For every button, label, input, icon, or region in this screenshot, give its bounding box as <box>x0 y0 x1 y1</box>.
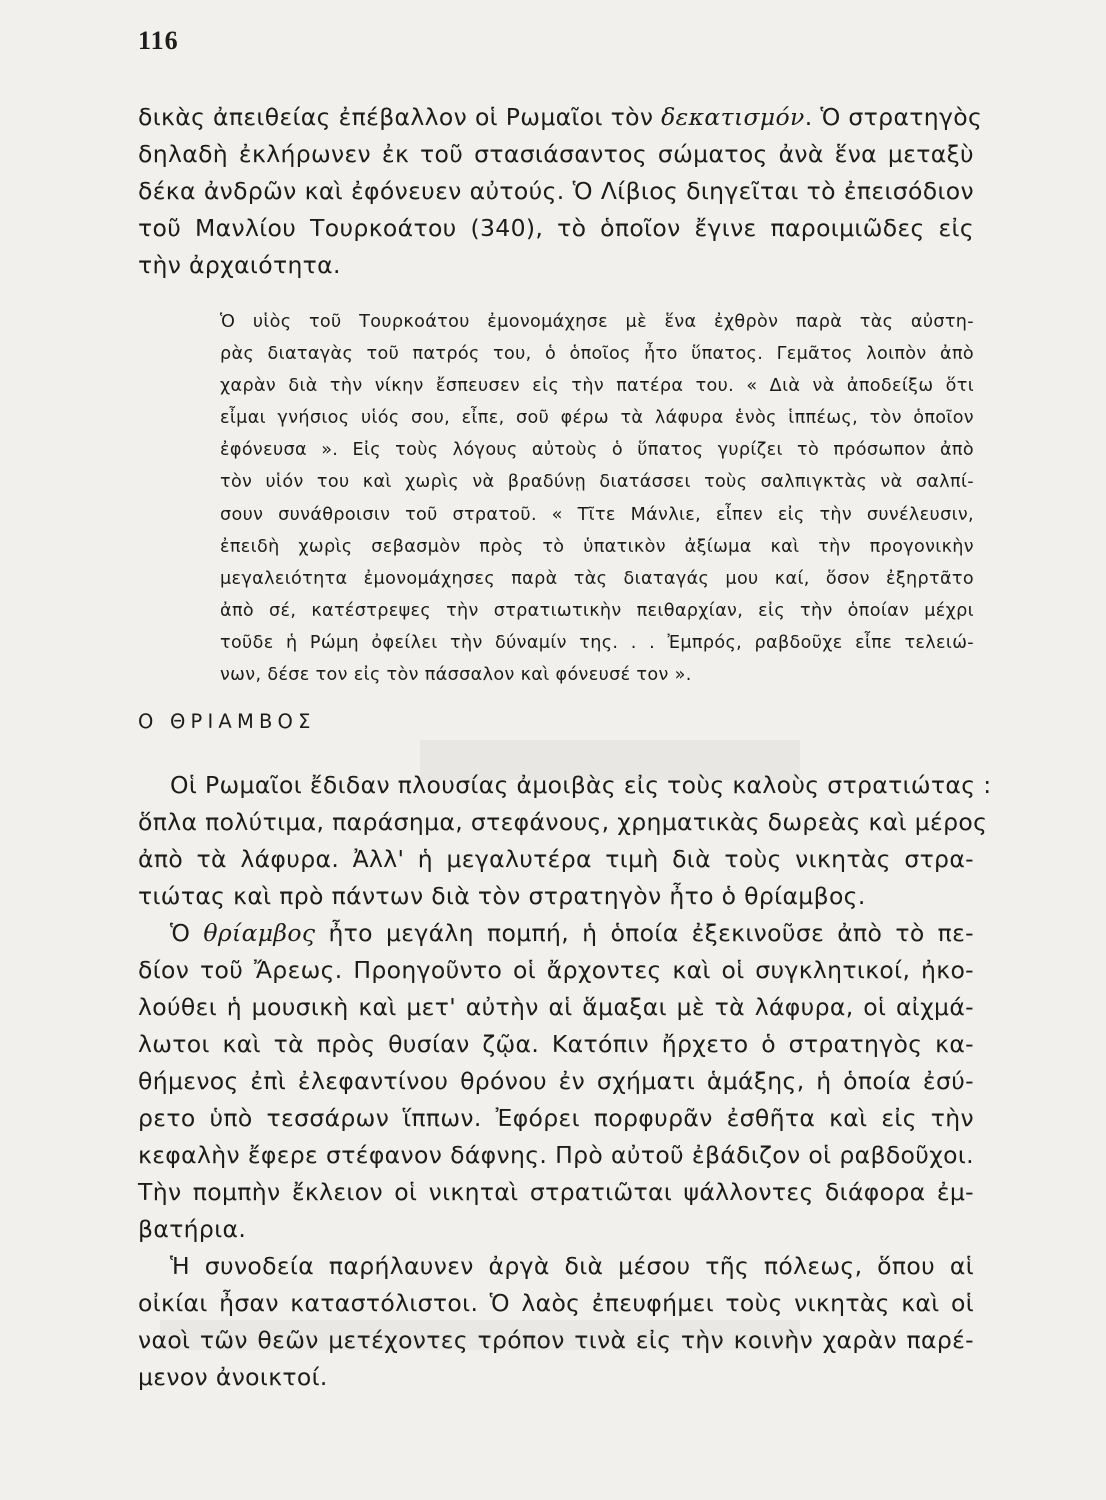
text-line: τιώτας καὶ πρὸ πάντων διὰ τὸν στρατηγὸν ἦτο ὁ θρίαμβος. <box>138 882 866 910</box>
text-line: ἀπὸ τὰ λάφυρα. Ἀλλ' ἡ μεγαλυτέρα τιμὴ διὰ τοὺς νικητὰς στρα- <box>138 845 974 873</box>
block-quote <box>220 306 974 691</box>
quote-line: τὸν υἱόν του καὶ χωρὶς νὰ βραδύνῃ διατάσσει τοὺς σαλπιγκτὰς νὰ σαλπί- <box>220 472 974 493</box>
quote-line: ρὰς διαταγὰς τοῦ πατρός του, ὁ ὁποῖος ἦτο ὕπατος. Γεμᾶτος λοιπὸν ἀπὸ <box>220 344 974 365</box>
text-line: ὅπλα πολύτιμα, παράσημα, στεφάνους, χρηματικὰς δωρεὰς καὶ μέρος <box>138 808 988 836</box>
text-line: βατήρια. <box>138 1215 247 1243</box>
page-number: 116 <box>138 26 179 55</box>
quote-line: ἐφόνευσα ». Εἰς τοὺς λόγους αὐτοὺς ὁ ὕπατος γυρίζει τὸ πρόσωπον ἀπὸ <box>220 440 974 461</box>
text-line: μενον ἀνοικτοί. <box>138 1363 328 1391</box>
text-line: Οἱ Ρωμαῖοι ἔδιδαν πλουσίας ἀμοιβὰς εἰς τοὺς καλοὺς στρατιώτας : <box>170 771 992 799</box>
text-line: οἰκίαι ἦσαν καταστόλιστοι. Ὁ λαὸς ἐπευφήμει τοὺς νικητὰς καὶ οἱ <box>138 1289 974 1317</box>
text-line: θήμενος ἐπὶ ἐλεφαντίνου θρόνου ἐν σχήματι ἁμάξης, ἡ ὁποία ἐσύ- <box>138 1067 974 1095</box>
section-heading: Ο ΘΡΙΑΜΒΟΣ <box>138 710 316 733</box>
quote-line: εἶμαι γνήσιος υἱός σου, εἶπε, σοῦ φέρω τὰ λάφυρα ἑνὸς ἱππέως, τὸν ὁποῖον <box>220 408 974 429</box>
text-line: λωτοι καὶ τὰ πρὸς θυσίαν ζῷα. Κατόπιν ἤρχετο ὁ στρατηγὸς κα- <box>138 1030 974 1058</box>
intro-paragraph <box>138 99 983 284</box>
quote-line: τοῦδε ἡ Ρώμη ὀφείλει τὴν δύναμίν της. . . Ἐμπρός, ραβδοῦχε εἶπε τελειώ- <box>220 632 974 653</box>
quote-line: ἐπειδὴ χωρὶς σεβασμὸν πρὸς τὸ ὑπατικὸν ἀξίωμα καὶ τὴν προγονικὴν <box>220 536 974 557</box>
quote-line: ἀπὸ σέ, κατέστρεψες τὴν στρατιωτικὴν πειθαρχίαν, εἰς τὴν ὁποίαν μέχρι <box>220 600 974 621</box>
text-line: δηλαδὴ ἐκλήρωνεν ἐκ τοῦ στασιάσαντος σώματος ἀνὰ ἕνα μεταξὺ <box>138 140 974 168</box>
quote-line: μεγαλειότητα ἐμονομάχησες παρὰ τὰς διαταγάς μου καί, ὅσον ἐξηρτᾶτο <box>220 568 974 589</box>
text-line: τὴν ἀρχαιότητα. <box>138 251 341 279</box>
text-line: δίον τοῦ Ἄρεως. Προηγοῦντο οἱ ἄρχοντες καὶ οἱ συγκλητικοί, ἠκο- <box>138 956 974 984</box>
quote-line: νων, δέσε τον εἰς τὸν πάσσαλον καὶ φόνευσέ τον ». <box>220 665 692 686</box>
text-line: δικὰς ἀπειθείας ἐπέβαλλον οἱ Ρωμαῖοι τὸν δεκατισμόν. Ὁ στρατηγὸς <box>138 103 983 131</box>
quote-line: χαρὰν διὰ τὴν νίκην ἔσπευσεν εἰς τὴν πατέρα του. « Διὰ νὰ ἀποδείξω ὅτι <box>220 376 974 397</box>
text-line: κεφαλὴν ἔφερε στέφανον δάφνης. Πρὸ αὐτοῦ ἐβάδιζον οἱ ραβδοῦχοι. <box>138 1141 974 1169</box>
triumph-section-body <box>138 767 992 1396</box>
text-line: Τὴν πομπὴν ἔκλειον οἱ νικηταὶ στρατιῶται ψάλλοντες διάφορα ἐμ- <box>138 1178 974 1206</box>
text-line: ναοὶ τῶν θεῶν μετέχοντες τρόπον τινὰ εἰς τὴν κοινὴν χαρὰν παρέ- <box>138 1326 974 1354</box>
quote-line: Ὁ υἱὸς τοῦ Τουρκοάτου ἐμονομάχησε μὲ ἕνα ἐχθρὸν παρὰ τὰς αὐστη- <box>220 312 974 332</box>
text-line: δέκα ἀνδρῶν καὶ ἐφόνευεν αὐτούς. Ὁ Λίβιος διηγεῖται τὸ ἐπεισόδιον <box>138 177 974 205</box>
text-line: ρετο ὑπὸ τεσσάρων ἵππων. Ἐφόρει πορφυρᾶν ἐσθῆτα καὶ εἰς τὴν <box>138 1104 974 1132</box>
text-line: τοῦ Μανλίου Τουρκοάτου (340), τὸ ὁποῖον ἔγινε παροιμιῶδες εἰς <box>138 214 974 242</box>
emphasized-term: δεκατισμόν <box>661 103 805 131</box>
emphasized-term: θρίαμβος <box>203 919 316 947</box>
text-line: λούθει ἡ μουσικὴ καὶ μετ' αὐτὴν αἱ ἅμαξαι μὲ τὰ λάφυρα, οἱ αἰχμά- <box>138 993 974 1021</box>
text-line: Ἡ συνοδεία παρήλαυνεν ἀργὰ διὰ μέσου τῆς πόλεως, ὅπου αἱ <box>170 1252 974 1280</box>
quote-line: σουν συνάθροισιν τοῦ στρατοῦ. « Τῖτε Μάνλιε, εἶπεν εἰς τὴν συνέλευσιν, <box>220 504 974 525</box>
text-line: Ὁ θρίαμβος ἦτο μεγάλη πομπή, ἡ ὁποία ἐξεκινοῦσε ἀπὸ τὸ πε- <box>170 919 974 947</box>
